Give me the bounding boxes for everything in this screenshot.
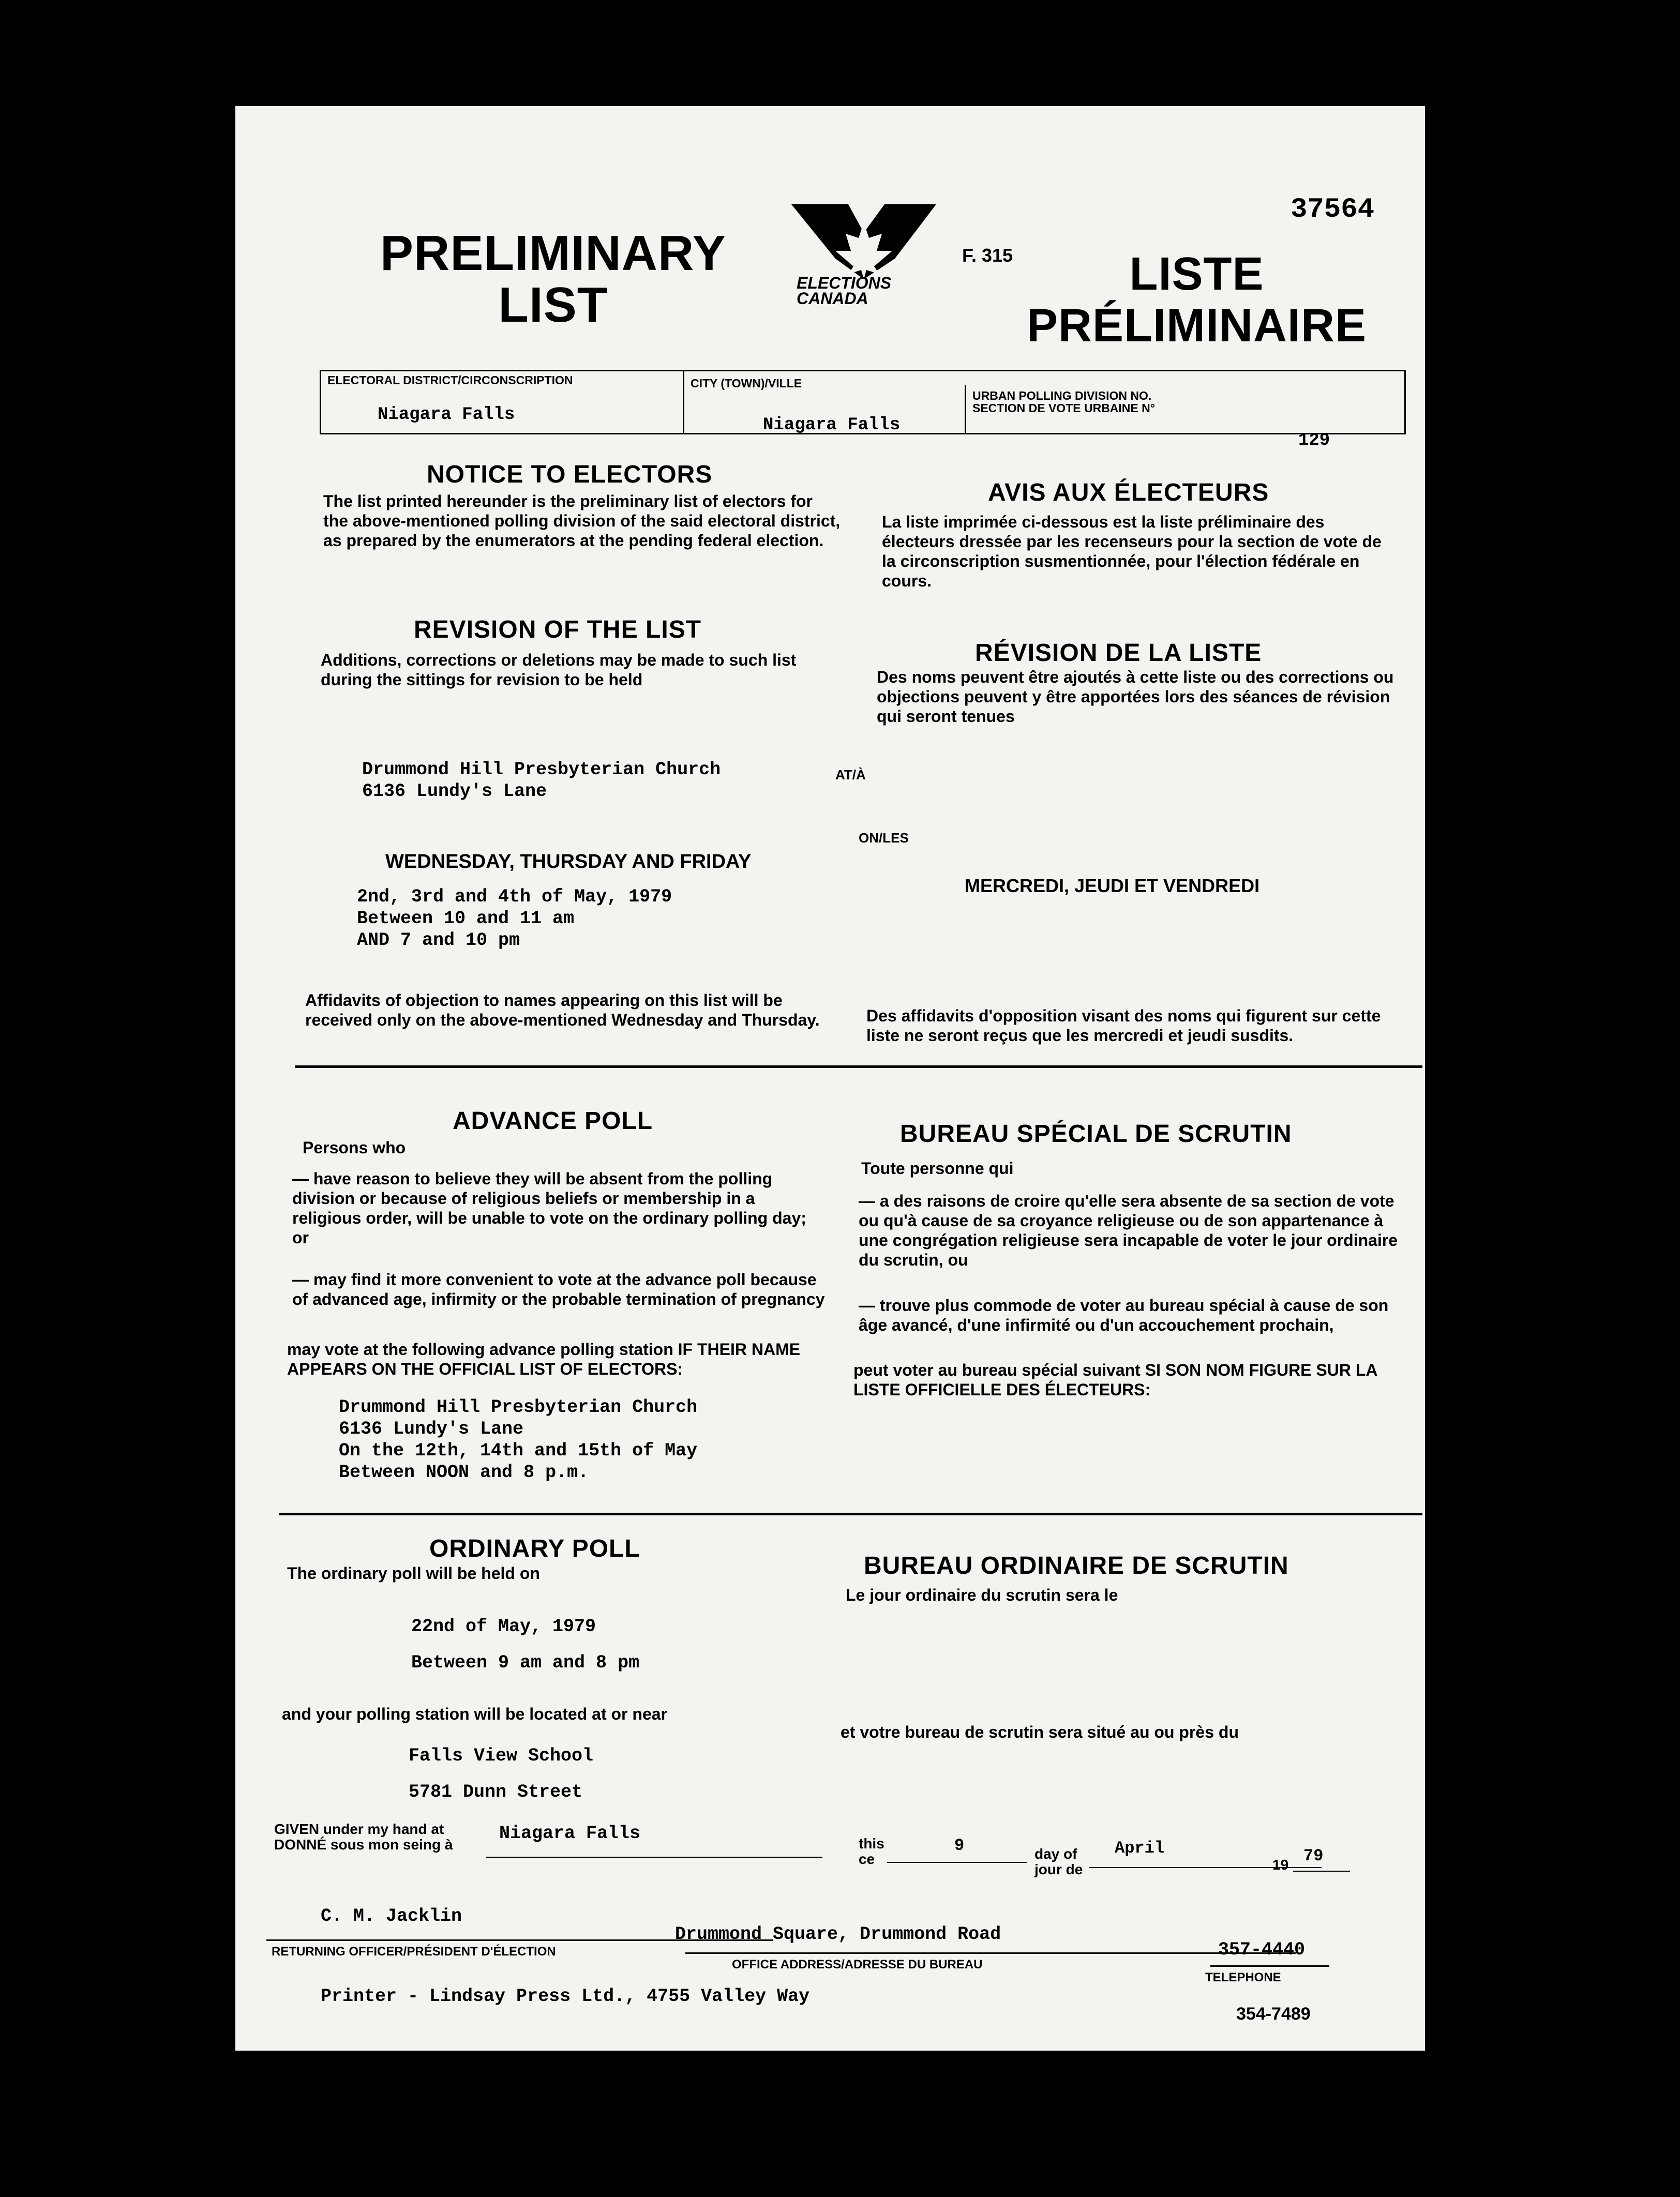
polling-label: URBAN POLLING DIVISION NO. SECTION DE VOTE URBAINE N°: [972, 389, 1155, 415]
office-address-label: OFFICE ADDRESS/ADRESSE DU BUREAU: [732, 1958, 983, 1972]
ordinary-title-en: ORDINARY POLL: [429, 1535, 640, 1562]
given-place: Niagara Falls: [499, 1823, 641, 1844]
document-number: 37564: [1291, 194, 1375, 225]
advance-item1-fr: — a des raisons de croire qu'elle sera absente de sa section de vote ou qu'à cause de sa croyance religieuse ou de son appartenance à une congrégation religieuse sera incapable de voter le jour ordinaire du scrutin, ou: [859, 1192, 1398, 1269]
days-en: WEDNESDAY, THURSDAY AND FRIDAY: [385, 851, 752, 872]
title-fr: LISTE PRÉLIMINAIRE: [1027, 248, 1367, 352]
notice-title-fr: AVIS AUX ÉLECTEURS: [988, 479, 1269, 506]
at-label: AT/À: [835, 767, 866, 783]
given-label: GIVEN under my hand at DONNÉ sous mon seing à: [274, 1821, 453, 1853]
revision-title-en: REVISION OF THE LIST: [414, 616, 702, 643]
given-month: April: [1115, 1839, 1165, 1858]
advance-title-fr: BUREAU SPÉCIAL DE SCRUTIN: [900, 1120, 1292, 1148]
year-prefix: 19: [1272, 1857, 1289, 1873]
ordinary-title-fr: BUREAU ORDINAIRE DE SCRUTIN: [864, 1552, 1289, 1579]
advance-vote-en: may vote at the following advance polling station IF THEIR NAME APPEARS ON THE OFFICIAL LIST OF ELECTORS:: [287, 1340, 801, 1378]
advance-item1-en: — have reason to believe they will be absent from the polling division or because of religious beliefs or membership in a religious order, will be unable to vote on the ordinary polling day; or: [292, 1169, 806, 1247]
revision-text-fr: Des noms peuvent être ajoutés à cette liste ou des corrections ou objections peuvent y être apportées lors des séances de révision qui seront tenues: [877, 668, 1394, 726]
city-value: Niagara Falls: [763, 415, 901, 435]
advance-item2-en: — may find it more convenient to vote at the advance poll because of advanced age, infirmity or the probable termination of pregnancy: [292, 1270, 825, 1308]
affidavit-fr: Des affidavits d'opposition visant des noms qui figurent sur cette liste ne seront reçus que les mercredi et jeudi susdits.: [866, 1006, 1381, 1045]
notice-text-fr: La liste imprimée ci-dessous est la liste préliminaire des électeurs dressée par les recenseurs pour la section de vote de la circonscription susmentionnée, pour l'élection fédérale en cours.: [882, 513, 1382, 590]
this-label: this ce: [859, 1835, 884, 1867]
district-label: ELECTORAL DISTRICT/CIRCONSCRIPTION: [327, 373, 573, 387]
document-page: [235, 106, 1425, 2051]
form-code: F. 315: [962, 245, 1013, 266]
ordinary-location: Falls View School 5781 Dunn Street: [409, 1745, 594, 1802]
advance-item2-fr: — trouve plus commode de voter au bureau spécial à cause de son âge avancé, d'une infirmité ou d'un accouchement prochain,: [859, 1296, 1389, 1334]
district-value: Niagara Falls: [378, 405, 515, 425]
advance-vote-fr: peut voter au bureau spécial suivant SI SON NOM FIGURE SUR LA LISTE OFFICIELLE DES ÉLECTEURS:: [853, 1361, 1377, 1399]
elections-canada-logo: [786, 202, 941, 310]
notice-title-en: NOTICE TO ELECTORS: [427, 461, 713, 488]
given-day: 9: [954, 1836, 965, 1855]
phone-label: TELEPHONE: [1205, 1970, 1281, 1984]
divider: [279, 1513, 1422, 1515]
day-of-label: day of jour de: [1034, 1846, 1083, 1877]
on-label: ON/LES: [859, 830, 909, 846]
city-label: CITY (TOWN)/VILLE: [691, 377, 802, 390]
revision-text-en: Additions, corrections or deletions may be made to such list during the sittings for revision to be held: [321, 651, 797, 689]
title-en: PRELIMINARY LIST: [380, 225, 726, 333]
officer-role-label: RETURNING OFFICER/PRÉSIDENT D'ÉLECTION: [272, 1945, 556, 1959]
notice-text-en: The list printed hereunder is the preliminary list of electors for the above-mentioned polling division of the said electoral district, as prepared by the enumerators at the pending federal election.: [323, 492, 841, 550]
affidavit-en: Affidavits of objection to names appearing on this list will be received only on the above-mentioned Wednesday and Thursday.: [305, 991, 820, 1029]
divider: [295, 1065, 1422, 1068]
advance-title-en: ADVANCE POLL: [453, 1107, 653, 1135]
revision-title-fr: RÉVISION DE LA LISTE: [975, 639, 1262, 667]
ordinary-held-en: The ordinary poll will be held on: [287, 1564, 540, 1583]
revision-dates: 2nd, 3rd and 4th of May, 1979 Between 10 and 11 am AND 7 and 10 pm: [357, 886, 672, 951]
logo-text: ELECTIONS CANADA: [797, 274, 892, 308]
office-address: Drummond Square, Drummond Road: [675, 1924, 1001, 1945]
given-year: 79: [1303, 1846, 1324, 1865]
days-fr: MERCREDI, JEUDI ET VENDREDI: [965, 875, 1260, 896]
ordinary-date: 22nd of May, 1979 Between 9 am and 8 pm: [411, 1616, 640, 1673]
printer-line: Printer - Lindsay Press Ltd., 4755 Valley Way: [321, 1986, 810, 2007]
ordinary-located-en: and your polling station will be located at or near: [282, 1705, 667, 1723]
officer-phone: 357-4440: [1218, 1939, 1306, 1960]
revision-place: Drummond Hill Presbyterian Church 6136 Lundy's Lane: [362, 759, 721, 802]
persons-fr: Toute personne qui: [861, 1159, 1014, 1178]
printer-phone: 354-7489: [1236, 2004, 1311, 2024]
officer-name: C. M. Jacklin: [321, 1906, 462, 1927]
ordinary-held-fr: Le jour ordinaire du scrutin sera le: [846, 1586, 1118, 1604]
advance-place: Drummond Hill Presbyterian Church 6136 Lundy's Lane On the 12th, 14th and 15th of May Between NOON and 8 p.m.: [339, 1397, 698, 1483]
polling-value: 129: [1298, 431, 1330, 450]
persons-en: Persons who: [303, 1138, 406, 1157]
ordinary-located-fr: et votre bureau de scrutin sera situé au ou près du: [841, 1723, 1239, 1741]
